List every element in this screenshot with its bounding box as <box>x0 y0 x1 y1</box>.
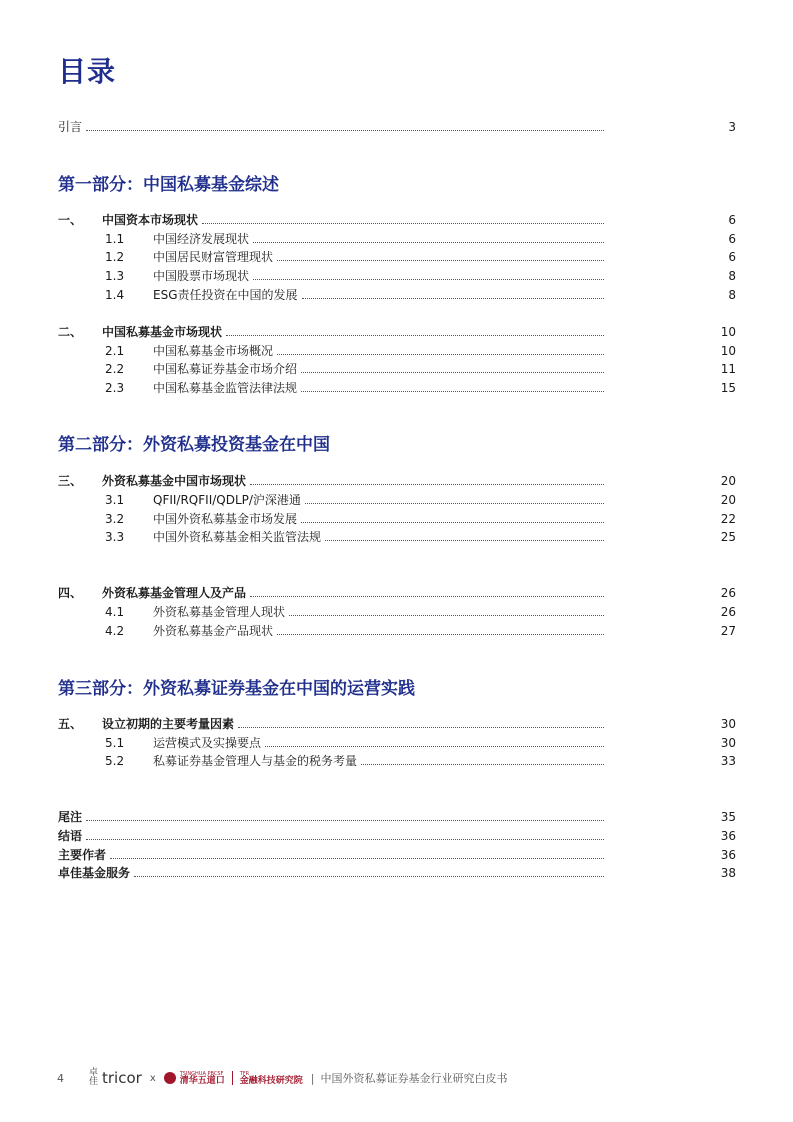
toc-item[interactable]: 1.1 中国经济发展现状 6 <box>105 232 736 246</box>
toc-item[interactable]: 5.2 私募证券基金管理人与基金的税务考量 33 <box>105 754 736 768</box>
part-heading: 第一部分：中国私募基金综述 <box>58 175 279 195</box>
toc-item[interactable]: 2.2 中国私募证券基金市场介绍 11 <box>105 362 736 376</box>
toc-backmatter[interactable]: 结语 36 <box>58 829 736 843</box>
footer-separator: | <box>310 1071 315 1085</box>
toc-backmatter[interactable]: 尾注 35 <box>58 810 736 824</box>
toc-chapter[interactable]: 一、 中国资本市场现状 6 <box>58 213 736 227</box>
toc-item[interactable]: 4.2 外资私募基金产品现状 27 <box>105 624 736 638</box>
toc-item[interactable]: 1.4 ESG责任投资在中国的发展 8 <box>105 288 736 302</box>
toc-item[interactable]: 5.1 运营模式及实操要点 30 <box>105 736 736 750</box>
page-footer <box>57 1068 507 1088</box>
part-heading: 第三部分：外资私募证券基金在中国的运营实践 <box>58 679 415 699</box>
toc-item[interactable]: 3.3 中国外资私募基金相关监管法规 25 <box>105 530 736 544</box>
toc-item[interactable]: 2.3 中国私募基金监管法律法规 15 <box>105 381 736 395</box>
toc-backmatter[interactable]: 卓佳基金服务 38 <box>58 866 736 880</box>
toc-item[interactable]: 3.1 QFII/RQFII/QDLP/沪深港通 20 <box>105 493 736 507</box>
part-heading: 第二部分：外资私募投资基金在中国 <box>58 435 330 455</box>
toc-label: 引言 <box>58 120 83 134</box>
tricor-logo: 卓佳 tricor <box>89 1068 142 1087</box>
toc-item[interactable]: 3.2 中国外资私募基金市场发展 22 <box>105 512 736 526</box>
tsinghua-seal-icon <box>164 1072 176 1084</box>
toc-item[interactable]: 1.3 中国股票市场现状 8 <box>105 269 736 283</box>
times-sign: x <box>149 1072 156 1084</box>
toc-item[interactable]: 4.1 外资私募基金管理人现状 26 <box>105 605 736 619</box>
toc-chapter[interactable]: 四、 外资私募基金管理人及产品 26 <box>58 586 736 600</box>
document-title: 中国外资私募证券基金行业研究白皮书 <box>320 1072 508 1085</box>
toc-intro[interactable] <box>58 118 736 134</box>
page-number: 4 <box>57 1071 64 1085</box>
dot-leader <box>86 130 604 131</box>
tsinghua-logo: TSINGHUA PBCSF 清华五道口 TFR 金融科技研究院 <box>164 1071 303 1086</box>
toc-page: 3 <box>728 120 736 134</box>
toc-chapter[interactable]: 二、 中国私募基金市场现状 10 <box>58 325 736 339</box>
toc-item[interactable]: 2.1 中国私募基金市场概况 10 <box>105 344 736 358</box>
page-title: 目录 <box>58 55 117 88</box>
toc-chapter[interactable]: 三、 外资私募基金中国市场现状 20 <box>58 474 736 488</box>
toc-chapter[interactable]: 五、 设立初期的主要考量因素 30 <box>58 717 736 731</box>
toc-backmatter[interactable]: 主要作者 36 <box>58 848 736 862</box>
toc-item[interactable]: 1.2 中国居民财富管理现状 6 <box>105 250 736 264</box>
